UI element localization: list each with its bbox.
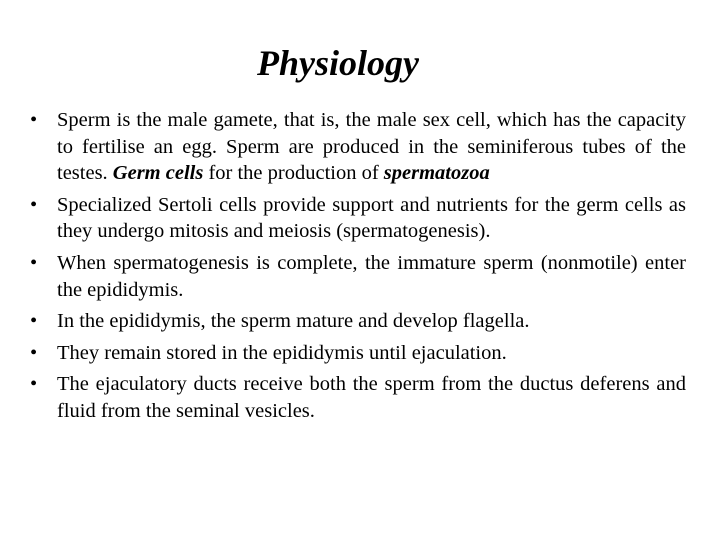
- bullet-emphasis-spermatozoa: spermatozoa: [383, 162, 490, 185]
- bullet-text: The ejaculatory ducts receive both the sperm from the ductus deferens and fluid from the seminal vesicles.: [57, 373, 686, 422]
- bullet-dot: •: [30, 251, 38, 274]
- bullet-dot: •: [30, 310, 38, 333]
- bullet-item: [30, 192, 686, 245]
- bullet-text: for the production of: [203, 162, 384, 185]
- bullet-dot: •: [30, 373, 38, 396]
- bullet-dot: •: [30, 109, 38, 131]
- bullet-emphasis-germ-cells: Germ cells: [112, 162, 204, 185]
- bullet-item: [30, 371, 686, 424]
- bullet-dot: •: [30, 341, 38, 364]
- bullet-item: [30, 340, 686, 367]
- bullet-item: [30, 250, 686, 303]
- bullet-item: [30, 107, 686, 187]
- slide-title: Physiology: [257, 43, 419, 83]
- bullet-item: [30, 308, 686, 335]
- bullet-dot: •: [30, 193, 38, 216]
- bullet-text: In the epididymis, the sperm mature and develop flagella.: [57, 310, 530, 333]
- bullet-text: Sperm is the male gamete, that is, the male sex cell, which has the capacity to fertilise an egg. Sperm are produced in the seminiferous tubes of the testes.: [57, 109, 686, 185]
- bullet-list: [30, 107, 686, 430]
- bullet-text: They remain stored in the epididymis until ejaculation.: [57, 341, 507, 364]
- bullet-text: When spermatogenesis is complete, the immature sperm (nonmotile) enter the epididymis.: [57, 251, 686, 301]
- bullet-text: Specialized Sertoli cells provide support and nutrients for the germ cells as they undergo mitosis and meiosis (spermatogenesis).: [57, 193, 686, 243]
